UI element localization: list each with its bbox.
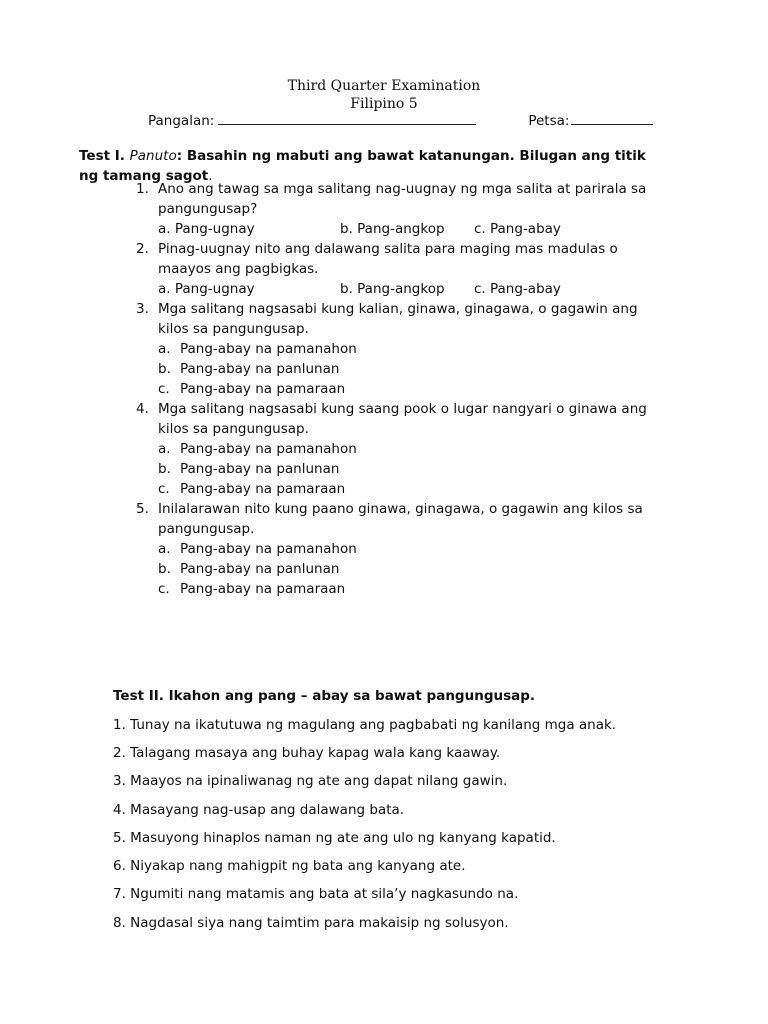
name-label: Pangalan: xyxy=(148,113,215,129)
option-b[interactable]: b. Pang-abay na panlunan xyxy=(158,561,340,577)
option-a[interactable]: a. Pang-abay na pamanahon xyxy=(158,441,357,457)
date-label: Petsa: xyxy=(528,113,570,129)
option-b[interactable]: b. Pang-angkop xyxy=(340,281,445,297)
instruction-label: Panuto xyxy=(129,148,177,164)
option-b[interactable]: b. Pang-angkop xyxy=(340,221,445,237)
question-number: 1. xyxy=(136,181,149,197)
question-4 xyxy=(136,399,666,439)
question-text: Mga salitang nagsasabi kung kalian, ginawa, ginagawa, o gagawin ang kilos sa pangungusap. xyxy=(158,301,638,337)
question-2 xyxy=(136,239,666,279)
option-a[interactable]: a. Pang-ugnay xyxy=(158,281,255,297)
sentence-7: 7. Ngumiti nang matamis ang bata at sila’y nagkasundo na. xyxy=(113,886,519,902)
question-number: 4. xyxy=(136,401,149,417)
question-5 xyxy=(136,499,666,539)
option-a[interactable]: a. Pang-ugnay xyxy=(158,221,255,237)
question-text: Mga salitang nagsasabi kung saang pook o lugar nangyari o ginawa ang kilos sa pangungusap. xyxy=(158,401,647,437)
option-c[interactable]: c. Pang-abay na pamaraan xyxy=(158,581,346,597)
option-b[interactable]: b. Pang-abay na panlunan xyxy=(158,361,340,377)
student-info-row xyxy=(148,112,653,129)
name-blank-line[interactable] xyxy=(218,112,476,125)
instruction-period: . xyxy=(208,168,213,184)
sentence-8: 8. Nagdasal siya nang taimtim para makaisip ng solusyon. xyxy=(113,915,509,931)
option-a[interactable]: a. Pang-abay na pamanahon xyxy=(158,341,357,357)
question-text: Ano ang tawag sa mga salitang nag-uugnay ng mga salita at parirala sa pangungusap? xyxy=(158,181,647,217)
sentence-1: 1. Tunay na ikatutuwa ng magulang ang pagbabati ng kanilang mga anak. xyxy=(113,717,617,733)
option-c[interactable]: c. Pang-abay na pamaraan xyxy=(158,481,346,497)
question-3 xyxy=(136,299,666,339)
option-b[interactable]: b. Pang-abay na panlunan xyxy=(158,461,340,477)
test1-label: Test I. xyxy=(79,148,125,164)
sentence-2: 2. Talagang masaya ang buhay kapag wala kang kaaway. xyxy=(113,745,501,761)
sentence-4: 4. Masayang nag-usap ang dalawang bata. xyxy=(113,802,405,818)
option-a[interactable]: a. Pang-abay na pamanahon xyxy=(158,541,357,557)
option-c[interactable]: c. Pang-abay xyxy=(474,281,561,297)
sentence-3: 3. Maayos na ipinaliwanag ng ate ang dapat nilang gawin. xyxy=(113,773,508,789)
question-text: Inilalarawan nito kung paano ginawa, ginagawa, o gagawin ang kilos sa pangungusap. xyxy=(158,501,643,537)
question-number: 5. xyxy=(136,501,149,517)
test2-heading: Test II. Ikahon ang pang – abay sa bawat pangungusap. xyxy=(113,688,536,704)
option-c[interactable]: c. Pang-abay na pamaraan xyxy=(158,381,346,397)
exam-subject: Filipino 5 xyxy=(350,96,418,112)
date-blank-line[interactable] xyxy=(571,112,653,125)
question-number: 3. xyxy=(136,301,149,317)
test1-instruction: : Basahin ng mabuti ang bawat katanungan. Bilugan ang titik ng tamang sagot xyxy=(79,148,646,184)
option-c[interactable]: c. Pang-abay xyxy=(474,221,561,237)
question-1 xyxy=(136,179,666,219)
question-number: 2. xyxy=(136,241,149,257)
sentence-6: 6. Niyakap nang mahigpit ng bata ang kanyang ate. xyxy=(113,858,466,874)
exam-title: Third Quarter Examination xyxy=(287,78,481,94)
question-text: Pinag-uugnay nito ang dalawang salita para maging mas madulas o maayos ang pagbigkas. xyxy=(158,241,618,277)
sentence-5: 5. Masuyong hinaplos naman ng ate ang ulo ng kanyang kapatid. xyxy=(113,830,556,846)
